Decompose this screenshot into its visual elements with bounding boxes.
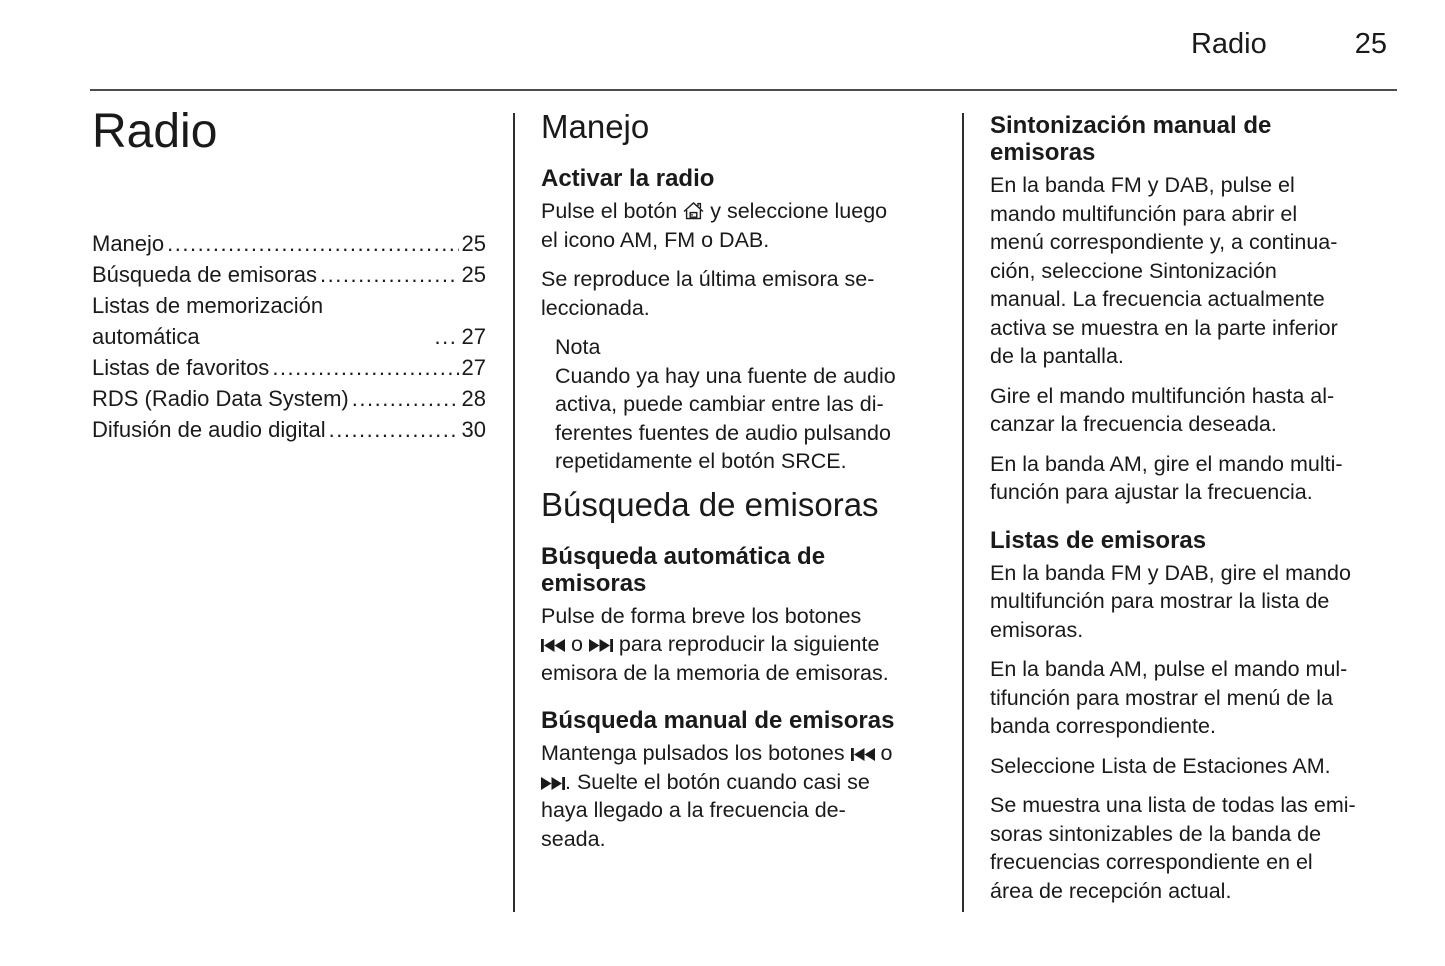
subheading-busqueda-automatica: Búsqueda automática de emisoras bbox=[541, 542, 826, 597]
toc-dotted-leader bbox=[435, 321, 459, 352]
note-paragraph: Cuando ya hay una fuente de audio activa, puede cambiar entre las di- ferentes fuentes de audio pulsando repetidamente el botón SRCE. bbox=[555, 363, 896, 473]
toc-dotted-leader bbox=[272, 352, 458, 383]
home-icon bbox=[683, 201, 704, 221]
subheading-listas-de-emisoras: Listas de emisoras bbox=[990, 526, 1207, 554]
chapter-title: Radio bbox=[92, 105, 218, 158]
next-track-icon bbox=[541, 777, 565, 790]
paragraph: Se muestra una lista de todas las emi- soras sintonizables de la banda de frecuencias correspondiente en el área de recepción actual. bbox=[990, 793, 1356, 903]
column-sintonizacion bbox=[990, 112, 1397, 916]
toc-item-page: 27 bbox=[461, 324, 486, 349]
paragraph: Se reproduce la última emisora se- leccionada. bbox=[541, 267, 875, 320]
header-rule bbox=[90, 89, 1397, 91]
subheading-activar-la-radio: Activar la radio bbox=[541, 165, 715, 192]
toc-item-page: 30 bbox=[461, 417, 486, 442]
toc-dotted-leader bbox=[320, 259, 458, 290]
toc-item bbox=[92, 414, 486, 445]
note-block bbox=[555, 333, 962, 476]
subheading-busqueda-manual: Búsqueda manual de emisoras bbox=[541, 707, 895, 734]
toc-item-page: 25 bbox=[461, 231, 486, 256]
previous-track-icon bbox=[541, 639, 565, 652]
column-manejo bbox=[541, 108, 962, 864]
subheading-sintonizacion-manual: Sintonización manual de emisoras bbox=[990, 112, 1272, 166]
toc-item-label: RDS (Radio Data System) bbox=[92, 386, 349, 411]
column-toc bbox=[92, 106, 486, 445]
toc-item bbox=[92, 259, 486, 290]
paragraph: En la banda AM, gire el mando multi- función para ajustar la frecuencia. bbox=[990, 451, 1343, 504]
paragraph: En la banda FM y DAB, gire el mando multifunción para mostrar la lista de emisoras. bbox=[990, 560, 1351, 642]
previous-track-icon bbox=[851, 748, 875, 761]
paragraph: En la banda FM y DAB, pulse el mando multifunción para abrir el menú correspondiente y, a continua- ción, seleccione Sintonización manual. La frecuencia actualmente activa se muestra en la parte inferior de la pantalla. bbox=[990, 173, 1338, 368]
section-heading-busqueda: Búsqueda de emisoras bbox=[541, 485, 879, 523]
note-label: Nota bbox=[555, 335, 601, 359]
paragraph: Pulse de forma breve los botones o para reproducir la siguiente emisora de la memoria de emisoras. bbox=[541, 603, 889, 685]
toc-item bbox=[92, 228, 486, 259]
toc-item-page: 25 bbox=[461, 262, 486, 287]
paragraph: En la banda AM, pulse el mando mul- tifunción para mostrar el menú de la banda correspondiente. bbox=[990, 657, 1348, 738]
toc-item bbox=[92, 352, 486, 383]
toc-item bbox=[92, 383, 486, 414]
page-header bbox=[1191, 28, 1387, 61]
toc-dotted-leader bbox=[167, 228, 458, 259]
toc-item-label: Difusión de audio digital bbox=[92, 417, 326, 442]
paragraph: Mantenga pulsados los botones o . Suelte el botón cuando casi se haya llegado a la frecuencia de- seada. bbox=[541, 741, 893, 851]
toc-item-page: 27 bbox=[461, 355, 486, 380]
paragraph: Seleccione Lista de Estaciones AM. bbox=[990, 753, 1331, 778]
column-divider-right bbox=[962, 113, 964, 912]
paragraph: Pulse el botón y seleccione luego el icono AM, FM o DAB. bbox=[541, 199, 888, 252]
page-number: 25 bbox=[1354, 28, 1387, 60]
toc-item bbox=[92, 290, 486, 352]
toc-item-label: Búsqueda de emisoras bbox=[92, 262, 318, 287]
toc-item-label: Manejo bbox=[92, 231, 165, 256]
toc-dotted-leader bbox=[352, 383, 459, 414]
next-track-icon bbox=[589, 639, 613, 652]
column-divider-left bbox=[513, 113, 515, 912]
toc-dotted-leader bbox=[329, 414, 459, 445]
section-heading-manejo: Manejo bbox=[541, 108, 650, 145]
toc-item-label: Listas de memorización automática bbox=[92, 293, 324, 349]
paragraph: Gire el mando multifunción hasta al- canzar la frecuencia deseada. bbox=[990, 383, 1335, 436]
toc-item-page: 28 bbox=[461, 386, 486, 411]
table-of-contents bbox=[92, 228, 486, 445]
toc-item-label: Listas de favoritos bbox=[92, 355, 270, 380]
page-header-section: Radio bbox=[1190, 28, 1267, 60]
